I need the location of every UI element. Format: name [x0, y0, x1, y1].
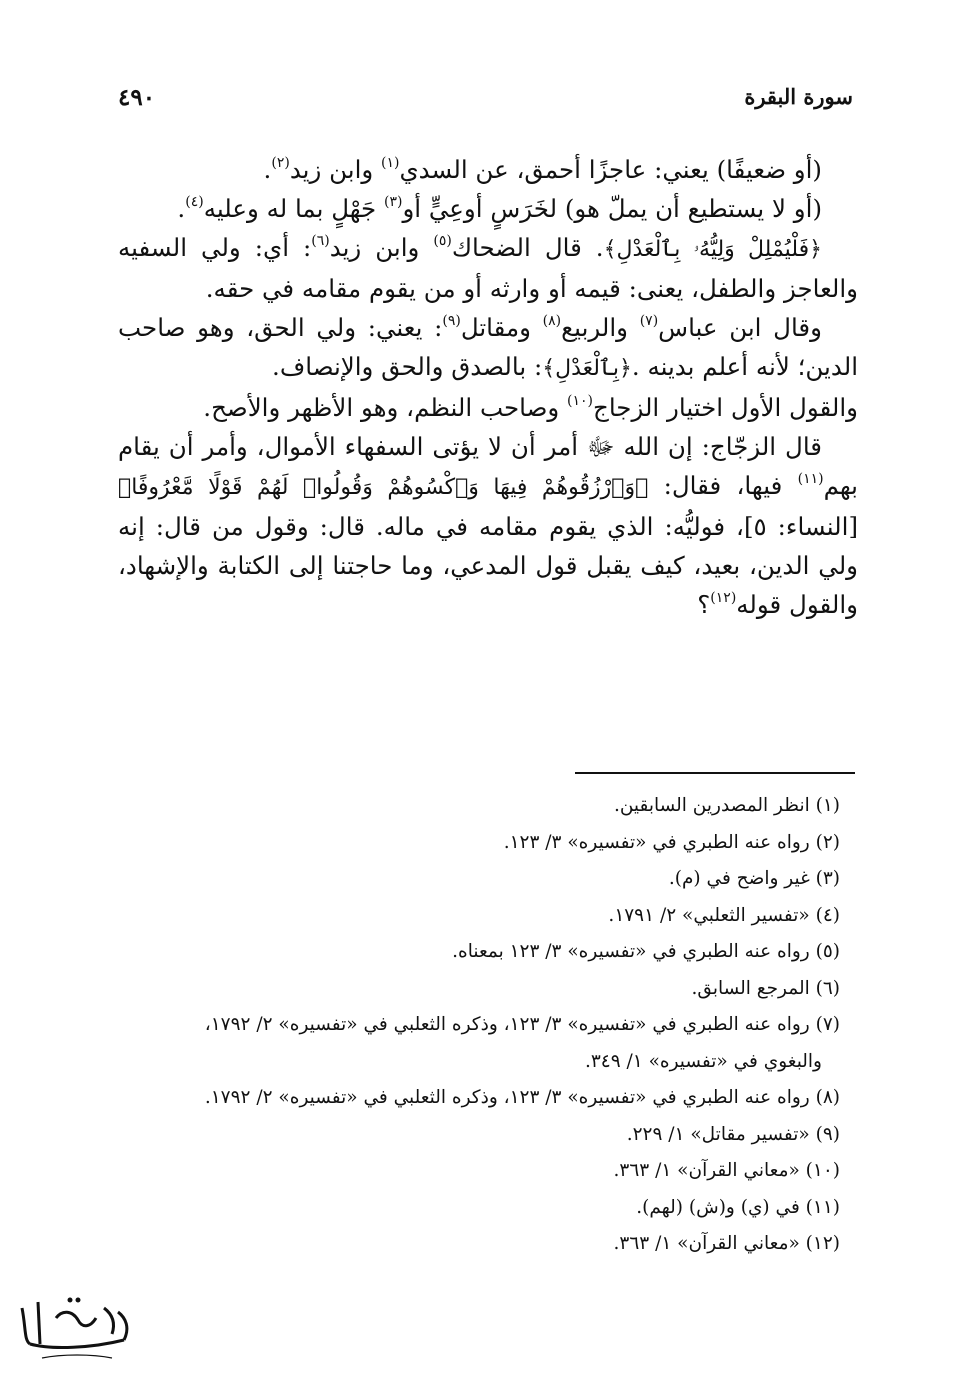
paragraph-3: ﴿فَلْيُمْلِلْ وَلِيُّهُۥ بِٱلْعَدْلِ﴾. قال الضحاك$^{(٥)}$ وابن زيد$^{(٦)}$: أي: ولي السفيه والعاجز والطفل، يعنى: قيمه أو وارثه أو من يقوم مقامه في حقه.: [118, 233, 858, 303]
footnote-8: (٨) رواه عنه الطبري في «تفسيره» ٣/ ١٢٣، وذكره الثعلبي في «تفسيره» ٢/ ١٧٩٢.: [204, 1087, 840, 1108]
page-number: ٤٩٠: [118, 84, 156, 111]
paragraph-5: والقول الأول اختيار الزجاج$^{(١٠)}$ وصاحب النظم، وهو الأظهر والأصح.: [203, 393, 858, 422]
footnotes: [118, 788, 856, 1263]
publisher-logo: [12, 1288, 140, 1368]
footnote-divider: [575, 772, 855, 774]
footnote-7-continued: والبغوي في «تفسيره» ١/ ٣٤٩.: [584, 1050, 822, 1072]
footnote-9: (٩) «تفسير مقاتل» ١/ ٢٢٩.: [626, 1123, 840, 1145]
footnote-7: (٧) رواه عنه الطبري في «تفسيره» ٣/ ١٢٣، وذكره الثعلبي في «تفسيره» ٢/ ١٧٩٢،: [204, 1014, 840, 1035]
quran-verse: ﴿بِٱلْعَدْلِ﴾: [542, 356, 632, 381]
paragraph-1: (أو ضعيفًا) يعني: عاجزًا أحمق، عن السدي$^{(١)}$ وابن زيد$^{(٢)}$.: [263, 155, 822, 184]
footnote-3: (٣) غير واضح في (م).: [668, 868, 840, 889]
footnote-10: (١٠) «معاني القرآن» ١/ ٣٦٣.: [613, 1160, 840, 1181]
footnote-1: (١) انظر المصدرين السابقين.: [613, 795, 840, 816]
footnote-4: (٤) «تفسير الثعلبي» ٢/ ١٧٩١.: [608, 904, 840, 926]
quran-verse: ﴿وَٱرْزُقُوهُمْ فِيهَا وَٱكْسُوهُمْ وَقُولُوا۟ لَهُمْ قَوْلًا مَّعْرُوفًا﴾: [118, 475, 649, 500]
paragraph-4: وقال ابن عباس$^{(٧)}$ والربيع$^{(٨)}$ ومقاتل$^{(٩)}$: يعني: ولي الحق، وهو صاحب الدين؛ لأنه أعلم بدينه .﴿بِٱلْعَدْلِ﴾: بالصدق والحق والإنصاف.: [118, 313, 858, 381]
footnote-5: (٥) رواه عنه الطبري في «تفسيره» ٣/ ١٢٣ بمعناه.: [452, 941, 840, 962]
quran-verse: ﴿فَلْيُمْلِلْ وَلِيُّهُۥ بِٱلْعَدْلِ﴾: [603, 237, 823, 262]
main-text: [118, 150, 858, 624]
footnote-2: (٢) رواه عنه الطبري في «تفسيره» ٣/ ١٢٣.: [503, 831, 840, 853]
footnote-6: (٦) المرجع السابق.: [691, 977, 840, 999]
footnote-12: (١٢) «معاني القرآن» ١/ ٣٦٣.: [613, 1233, 840, 1254]
page-header: [118, 78, 853, 118]
footnote-11: (١١) في (ي) و(ش) (لهم).: [636, 1196, 840, 1218]
paragraph-6: قال الزجّاج: إن الله ﷻ أمر أن لا يؤتى السفهاء الأموال، وأمر أن يقام بهم$^{(١١)}$ فيها، فقال: ﴿وَٱرْزُقُوهُمْ فِيهَا وَٱكْسُوهُمْ وَقُولُوا۟ لَهُمْ قَوْلًا مَّعْرُوفًا﴾ [النساء: ٥]، فوليُّه: الذي يقوم مقامه في ماله. قال: وقول من قال: إنه ولي الدين، بعيد، كيف يقبل قول المدعي، وما حاجتنا إلى الكتابة والإشهاد، والقول قوله$^{(١٢)}$؟: [118, 432, 858, 619]
paragraph-2: (أو لا يستطيع أن يملّ هو) لخَرَسٍ أوعِيٍّ أو$^{(٣)}$ جَهْلٍ بما له وعليه$^{(٤)}$.: [177, 194, 822, 223]
surah-title: سورة البقرة: [744, 84, 853, 109]
